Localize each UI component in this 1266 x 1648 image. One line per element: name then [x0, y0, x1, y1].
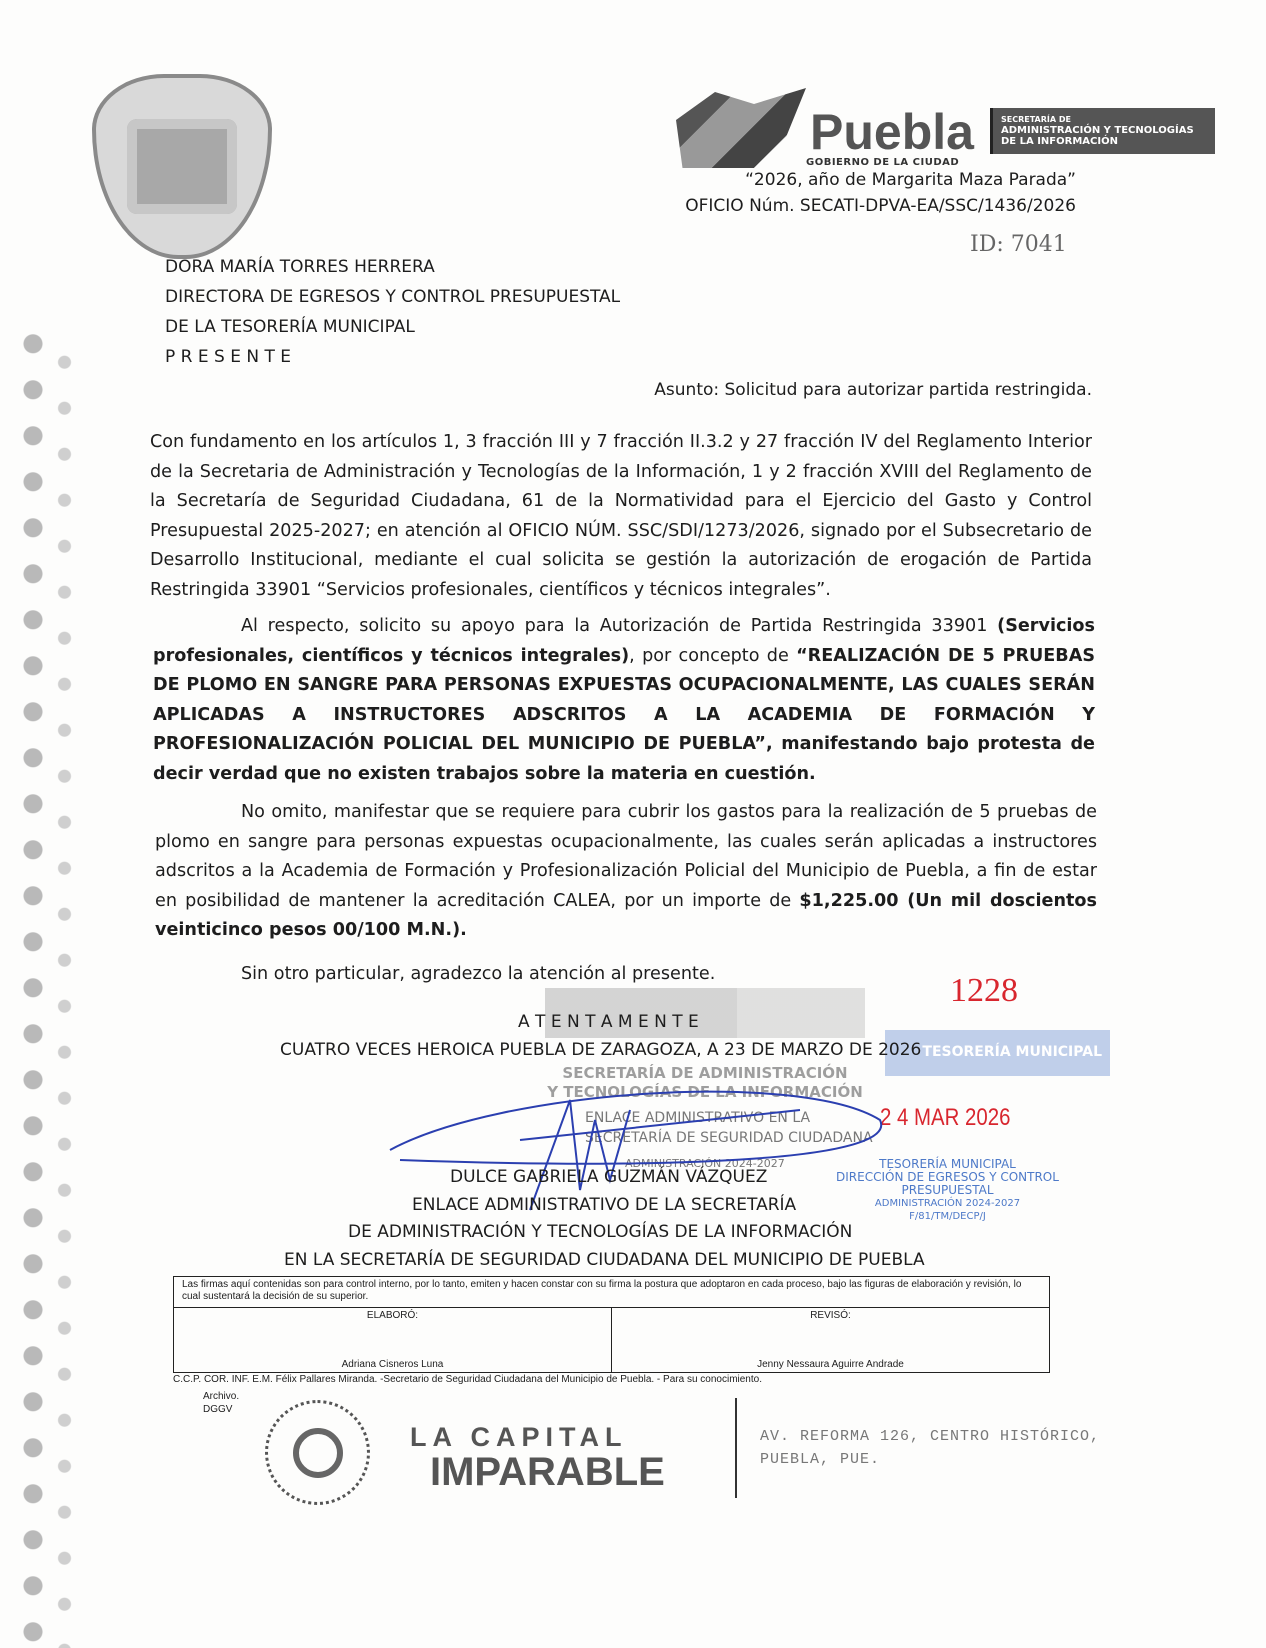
atentamente: A T E N T A M E N T E — [518, 1012, 699, 1032]
stamp-line: ENLACE ADMINISTRATIVO EN LA — [585, 1110, 811, 1126]
received-date-stamp: 2 4 MAR 2026 — [880, 1104, 1011, 1131]
address-line: PUEBLA, PUE. — [760, 1451, 881, 1468]
footer-divider — [735, 1398, 737, 1498]
norma-seal-logo — [265, 1400, 370, 1505]
city-seal-logo — [92, 74, 272, 259]
paragraph-3 — [155, 798, 1097, 946]
stamp-line: DIRECCIÓN DE EGRESOS Y CONTROL — [836, 1170, 1059, 1184]
handwritten-id: ID: 7041 — [970, 232, 1067, 257]
archivo — [203, 1390, 239, 1416]
stamp-line: SECRETARÍA DE ADMINISTRACIÓN — [562, 1064, 848, 1082]
year-motto: “2026, año de Margarita Maza Parada” — [745, 170, 1076, 190]
ccp-line: C.C.P. COR. INF. E.M. Félix Pallares Miranda. -Secretario de Seguridad Ciudadana del Municipio de Puebla. - Para su conocimiento. — [173, 1374, 762, 1385]
footer-address — [760, 1425, 1100, 1471]
paragraph-4: Sin otro particular, agradezco la atención al presente. — [241, 964, 716, 984]
archivo-line: DGGV — [203, 1404, 233, 1415]
oficio-number: OFICIO Núm. SECATI-DPVA-EA/SSC/1436/2026 — [685, 196, 1076, 216]
signer-title: EN LA SECRETARÍA DE SEGURIDAD CIUDADANA DEL MUNICIPIO DE PUEBLA — [284, 1250, 925, 1270]
folio-stamp: 1228 — [950, 972, 1018, 1009]
stamp-line: ADMINISTRACIÓN 2024-2027 — [625, 1157, 785, 1170]
p2-concepto: “REALIZACIÓN DE 5 PRUEBAS DE PLOMO EN SANGRE PARA PERSONAS EXPUESTAS OCUPACIONALMENTE, LAS CUALES SERÁN APLICADAS A INSTRUCTORES ADSCRITOS A LA ACADEMIA DE FORMACIÓN Y PROFESIONALIZACIÓN POLICIAL DEL MUNICIPIO DE PUEBLA”, manifestando bajo protesta de decir verdad que no existen trabajos sobre la materia en cuestión. — [153, 645, 1095, 784]
secretaria-line: ADMINISTRACIÓN Y TECNOLOGÍAS — [1001, 125, 1194, 136]
paragraph-1: Con fundamento en los artículos 1, 3 fracción III y 7 fracción II.3.2 y 27 fracción IV del Reglamento Interior de la Secretaria de Administración y Tecnologías de la Información, 1 y 2 fracción XVIII del Reglamento de la Secretaría de Seguridad Ciudadana, 61 de la Normatividad para el Ejercicio del Gasto y Control Presupuestal 2025-2027; en atención al OFICIO NÚM. SSC/SDI/1273/2026, signado por el Subsecretario de Desarrollo Institucional, mediante el cual solicita se gestión la autorización de erogación de Partida Restringida 33901 “Servicios profesionales, científicos y técnicos integrales”. — [150, 432, 1092, 600]
stamp-line: TESORERÍA MUNICIPAL — [879, 1157, 1016, 1171]
reviso-label: REVISÓ: — [810, 1310, 851, 1321]
elaboro-label: ELABORÓ: — [366, 1310, 419, 1321]
place-date: CUATRO VECES HEROICA PUEBLA DE ZARAGOZA, A 23 DE MARZO DE 2026 — [280, 1040, 922, 1060]
p2-text: Al respecto, solicito su apoyo para la Autorización de Partida Restringida 33901 — [241, 616, 998, 636]
secretaria-line: SECRETARÍA DE — [1001, 115, 1071, 124]
logo-text: Puebla — [810, 104, 974, 160]
stamp-line: Y TECNOLOGÍAS DE LA INFORMACIÓN — [547, 1083, 863, 1101]
signature-table — [173, 1276, 1050, 1373]
signature-note: Las firmas aquí contenidas son para control interno, por lo tanto, emiten y hacen constar con su firma la postura que adoptaron en cada proceso, bajo las figuras de elaboración y revisión, lo cual sustentará la decisión de su superior. — [174, 1277, 1050, 1308]
signer-title: DE ADMINISTRACIÓN Y TECNOLOGÍAS DE LA INFORMACIÓN — [348, 1222, 853, 1242]
recipient-title: DIRECTORA DE EGRESOS Y CONTROL PRESUPUESTAL — [165, 287, 621, 307]
signer-title: ENLACE ADMINISTRATIVO DE LA SECRETARÍA — [412, 1195, 797, 1215]
reviso-name: Jenny Nessaura Aguirre Andrade — [757, 1359, 904, 1370]
stamp-line: SECRETARÍA DE SEGURIDAD CIUDADANA — [585, 1130, 873, 1146]
logo-subtitle: GOBIERNO DE LA CIUDAD — [806, 157, 960, 168]
asunto: Asunto: Solicitud para autorizar partida restringida. — [654, 380, 1092, 400]
puebla-logo — [676, 88, 974, 168]
elaboro-cell — [174, 1308, 612, 1373]
stamp-line: PRESUPUESTAL — [901, 1183, 994, 1197]
recipient-name: DORA MARÍA TORRES HERRERA — [165, 257, 435, 277]
p2-text: , por concepto de — [629, 645, 797, 666]
tesoreria-logo-stamp: TESORERÍA MUNICIPAL — [885, 1030, 1110, 1076]
signer-name: DULCE GABRIELA GUZMÁN VÁZQUEZ — [450, 1167, 768, 1187]
secretaria-line: DE LA INFORMACIÓN — [1001, 136, 1118, 147]
stamp-line: F/81/TM/DECP/J — [909, 1211, 986, 1222]
paragraph-2 — [153, 612, 1095, 789]
recipient-block — [165, 252, 620, 372]
reviso-cell — [612, 1308, 1050, 1373]
recipient-title: DE LA TESORERÍA MUNICIPAL — [165, 317, 415, 337]
stamp-line: ADMINISTRACIÓN 2024-2027 — [874, 1198, 1021, 1209]
secretaria-box — [990, 108, 1215, 154]
slogan-line-2: IMPARABLE — [430, 1450, 665, 1494]
presente: P R E S E N T E — [165, 347, 292, 367]
archivo-line: Archivo. — [203, 1391, 240, 1402]
address-line: AV. REFORMA 126, CENTRO HISTÓRICO, — [760, 1428, 1101, 1445]
p3-importe: $1,225.00 (Un mil doscientos veinticinco pesos 00/100 M.N.). — [155, 890, 1097, 940]
puebla-logo-art — [676, 88, 806, 168]
slogan-line-1: LA CAPITAL — [410, 1422, 628, 1452]
p2-partida: (Servicios profesionales, científicos y técnicos integrales) — [153, 616, 1095, 666]
decorative-border — [12, 330, 82, 1648]
elaboro-name: Adriana Cisneros Luna — [341, 1359, 444, 1370]
p3-text: No omito, manifestar que se requiere para cubrir los gastos para la realización de 5 pruebas de plomo en sangre para personas expuestas ocupacionalmente, las cuales serán aplicadas a instructores adscritos a la Academia de Formación y Profesionalización Policial del Municipio de Puebla, a fin de estar en posibilidad de mantener la acreditación CALEA, por un importe de — [155, 802, 1097, 911]
